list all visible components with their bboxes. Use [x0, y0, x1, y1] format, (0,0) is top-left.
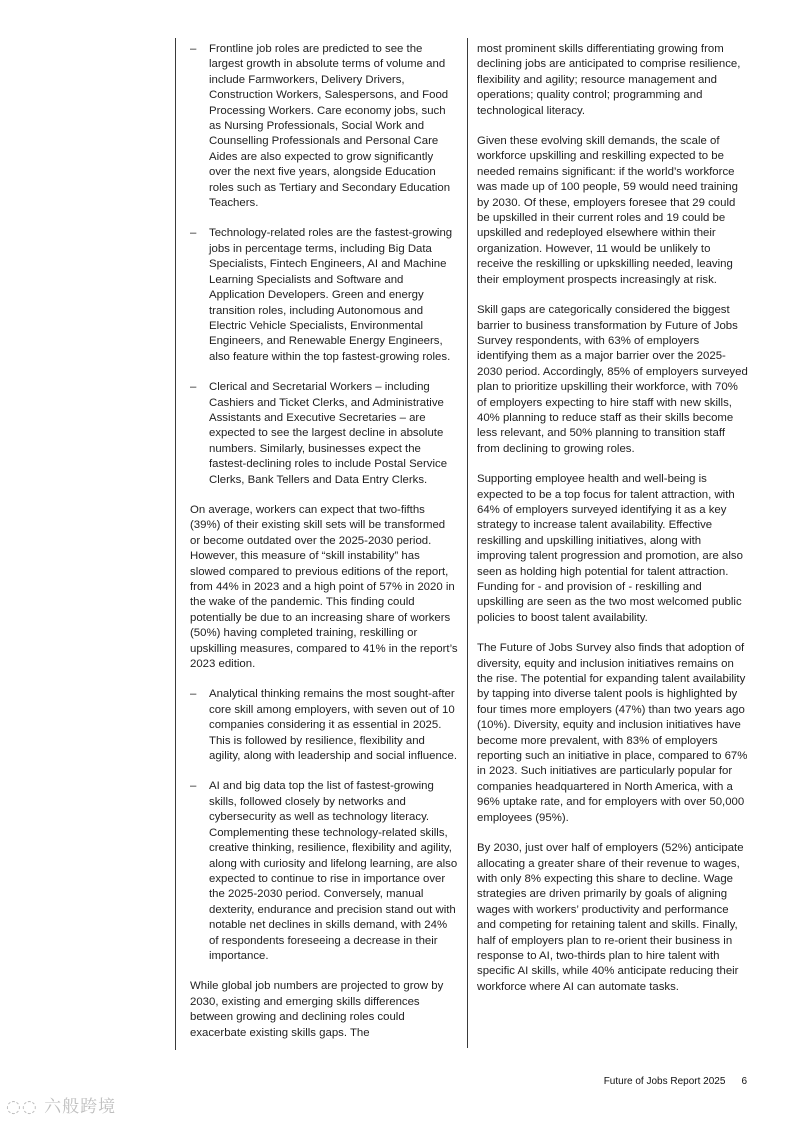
right-column	[477, 42, 749, 1010]
bullet-text: Technology-related roles are the fastest-growing jobs in percentage terms, including Big Data Specialists, Fintech Engineers, AI and Machine Learning Specialists and Software and Application Developers. Green and energy transition roles, including Autonomous and Electric Vehicle Specialists, Environmental Engineers, and Renewable Energy Engineers, also feature within the top fastest-growing roles.	[209, 227, 453, 363]
dash-marker: –	[190, 688, 197, 701]
bullet-item	[190, 42, 458, 211]
dash-marker: –	[190, 227, 197, 240]
page-footer	[604, 1076, 747, 1087]
paragraph: While global job numbers are projected to grow by 2030, existing and emerging skills differences between growing and declining roles could exacerbate existing skills gaps. The	[190, 980, 444, 1039]
bullet-text: Frontline job roles are predicted to see the largest growth in absolute terms of volume and include Farmworkers, Delivery Drivers, Construction Workers, Salespersons, and Food Processing Workers. Care economy jobs, such as Nursing Professionals, Social Work and Counselling Professionals and Personal Care Aides are also expected to grow significantly over the next five years, alongside Education roles such as Tertiary and Secondary Education Teachers.	[209, 43, 451, 210]
bullet-item	[190, 779, 458, 964]
left-vertical-rule	[175, 38, 176, 1050]
left-column	[190, 42, 458, 1056]
paragraph: Given these evolving skill demands, the scale of workforce upskilling and reskilling expected to be needed remains significant: if the world’s workforce was made up of 100 people, 59 would need training by 2030. Of these, employers foresee that 29 could be upskilled in their current roles and 19 could be upskilled and redeployed elsewhere within their organization. However, 11 would be unlikely to receive the reskilling or upkskilling needed, leaving their employment prospects increasingly at risk.	[477, 135, 738, 286]
bullet-text: AI and big data top the list of fastest-growing skills, followed closely by networks and cybersecurity as well as technology literacy. Complementing these technology-related skills, creative thinking, resilience, flexibility and agility, along with curiosity and lifelong learning, are also expected to continue to rise in importance over the 2025-2030 period. Conversely, manual dexterity, endurance and precision stand out with notable net declines in skills demand, with 24% of respondents foreseeing a decrease in their importance.	[209, 780, 458, 962]
bullet-text: Analytical thinking remains the most sought-after core skill among employers, with seven out of 10 companies considering it as essential in 2025. This is followed by resilience, flexibility and agility, along with leadership and social influence.	[209, 688, 458, 763]
page-number: 6	[741, 1076, 747, 1087]
watermark: ◌◌ 六般跨境	[6, 1097, 117, 1117]
bullet-item	[190, 226, 458, 365]
dash-marker: –	[190, 43, 197, 55]
paragraph: Supporting employee health and well-being is expected to be a top focus for talent attraction, with 64% of employers surveyed identifying it as a key strategy to increase talent availability. Effective reskilling and upskilling initiatives, along with improving talent progression and promotion, are also seen as holding high potential for talent attraction. Funding for - and provision of - reskilling and upskilling are seen as the two most welcomed public policies to boost talent availability.	[477, 473, 743, 624]
bullet-item	[190, 380, 458, 488]
bullet-text: Clerical and Secretarial Workers – including Cashiers and Ticket Clerks, and Administrative Assistants and Executive Secretaries – are expected to see the largest decline in absolute numbers. Similarly, businesses expect the fastest-declining roles to include Postal Service Clerks, Bank Tellers and Data Entry Clerks.	[209, 381, 448, 486]
report-title: Future of Jobs Report 2025	[603, 1076, 726, 1087]
column-divider-rule	[467, 38, 468, 1048]
paragraph: most prominent skills differentiating growing from declining jobs are anticipated to comprise resilience, flexibility and agility; resource management and operations; quality control; programming and technological literacy.	[477, 43, 741, 117]
dash-marker: –	[190, 381, 197, 394]
paragraph: The Future of Jobs Survey also finds that adoption of diversity, equity and inclusion initiatives remains on the rise. The potential for expanding talent availability by tapping into diverse talent pools is highlighted by four times more employers (47%) than two years ago (10%). Diversity, equity and inclusion initiatives have become more prevalent, with 83% of employers reporting such an initiative in place, compared to 67% in 2023. Such initiatives are particularly popular for companies headquartered in North America, with a 96% uptake rate, and for employers with over 50,000 employees (95%).	[477, 642, 748, 824]
dash-marker: –	[190, 780, 197, 793]
paragraph: Skill gaps are categorically considered the biggest barrier to business transformation by Future of Jobs Survey respondents, with 63% of employers identifying them as a major barrier over the 2025-2030 period. Accordingly, 85% of employers surveyed plan to prioritize upskilling their workforce, with 70% of employers expecting to hire staff with new skills, 40% planning to reduce staff as their skills become less relevant, and 50% planning to transition staff from declining to growing roles.	[477, 304, 748, 455]
paragraph: By 2030, just over half of employers (52%) anticipate allocating a greater share of their revenue to wages, with only 8% expecting this share to decline. Wage strategies are driven primarily by goals of aligning wages with workers’ productivity and performance and competing for retaining talent and skills. Finally, half of employers plan to re-orient their business in response to AI, two-thirds plan to hire talent with specific AI skills, while 40% anticipate reducing their workforce where AI can automate tasks.	[477, 842, 744, 993]
bullet-item	[190, 687, 458, 764]
paragraph: On average, workers can expect that two-fifths (39%) of their existing skill sets will be transformed or become outdated over the 2025-2030 period. However, this measure of “skill instability” has slowed compared to previous editions of the report, from 44% in 2023 and a high point of 57% in 2020 in the wake of the pandemic. This finding could potentially be due to an increasing share of workers (50%) having completed training, reskilling or upskilling measures, compared to 41% in the report’s 2023 edition.	[190, 503, 458, 671]
